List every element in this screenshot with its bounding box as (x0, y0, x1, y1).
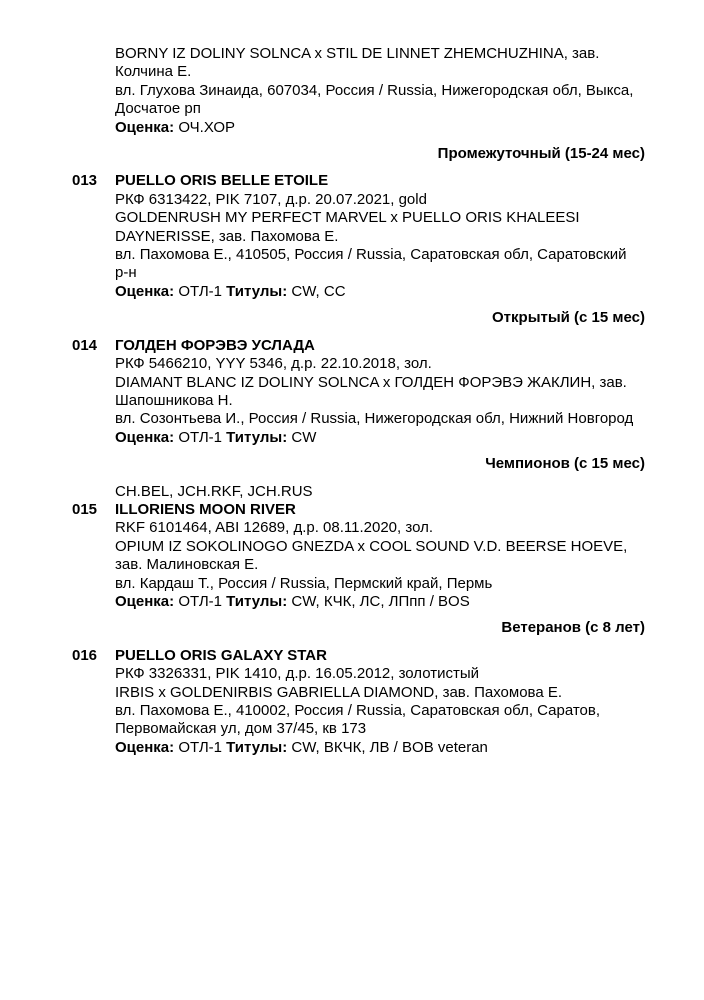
entry-number: 013 (72, 172, 98, 190)
entry-rating-line (115, 429, 645, 447)
entry-detail-line: RKF 6101464, ABI 12689, д.р. 08.11.2020, зол. (115, 519, 433, 537)
rating-label: Оценка: (115, 428, 175, 446)
entry-detail-line: РКФ 3326331, PIK 1410, д.р. 16.05.2012, золотистый (115, 665, 480, 683)
dog-name: ILLORIENS MOON RIVER (115, 500, 296, 518)
entry-detail-line: OPIUM IZ SOKOLINOGO GNEZDA x COOL SOUND V.D. BEERSE HOEVE, (115, 537, 628, 555)
catalog-entry (72, 482, 645, 612)
entry-rating-line (115, 593, 645, 611)
entry-detail-line: вл. Кардаш Т., Россия / Russia, Пермский край, Пермь (115, 574, 493, 592)
entry-detail-line: вл. Созонтьева И., Россия / Russia, Нижегородская обл, Нижний Новгород (115, 410, 634, 428)
entry-detail-line: IRBIS x GOLDENIRBIS GABRIELLA DIAMOND, зав. Пахомова Е. (115, 683, 563, 701)
entry-detail-line: РКФ 5466210, YYY 5346, д.р. 22.10.2018, зол. (115, 355, 432, 373)
titles-value: CW, КЧК, ЛС, ЛПпп / BOS (291, 592, 470, 610)
rating-value: ОТЛ-1 (178, 738, 222, 756)
entry-detail-line: GOLDENRUSH MY PERFECT MARVEL x PUELLO ORIS KHALEESI (115, 209, 580, 227)
dog-name: PUELLO ORIS GALAXY STAR (115, 646, 327, 664)
entry-detail-line: Первомайская ул, дом 37/45, кв 173 (115, 720, 367, 738)
rating-label: Оценка: (115, 118, 175, 136)
entry-number: 016 (72, 646, 98, 664)
titles-label: Титулы: (226, 738, 288, 756)
champion-titles-line: CH.BEL, JCH.RKF, JCH.RUS (115, 482, 313, 500)
titles-label: Титулы: (226, 282, 288, 300)
entry-detail-line: вл. Глухова Зинаида, 607034, Россия / Russia, Нижегородская обл, Выкса, (115, 81, 634, 99)
catalog-entry (72, 646, 645, 757)
entry-rating-line (115, 739, 645, 757)
entry-number: 015 (72, 500, 98, 518)
catalog-entry (72, 172, 645, 301)
titles-value: CW (291, 428, 317, 446)
class-section-heading: Чемпионов (с 15 мес) (485, 455, 645, 473)
entry-detail-line: вл. Пахомова Е., 410002, Россия / Russia, Саратовская обл, Саратов, (115, 702, 601, 719)
entry-rating-line (115, 283, 645, 301)
catalog-entry (72, 336, 645, 447)
dog-name: ГОЛДЕН ФОРЭВЭ УСЛАДА (115, 336, 315, 354)
rating-value: ОТЛ-1 (178, 428, 222, 446)
entry-detail-line: РКФ 6313422, PIK 7107, д.р. 20.07.2021, gold (115, 190, 427, 208)
entry-detail-line: Досчатое рп (115, 100, 201, 118)
entry-detail-line: Колчина Е. (115, 63, 192, 81)
entry-detail-line: р-н (115, 264, 137, 282)
class-section-heading: Ветеранов (с 8 лет) (501, 619, 645, 637)
class-section-heading: Открытый (с 15 мес) (492, 309, 645, 327)
rating-label: Оценка: (115, 592, 175, 610)
dog-name: PUELLO ORIS BELLE ETOILE (115, 172, 329, 190)
catalog-entry (115, 45, 645, 137)
rating-value: ОЧ.ХОР (178, 118, 235, 136)
class-section-heading: Промежуточный (15-24 мес) (437, 145, 645, 163)
entry-detail-line: зав. Малиновская Е. (115, 556, 259, 574)
rating-label: Оценка: (115, 738, 175, 756)
titles-label: Титулы: (226, 428, 288, 446)
entry-detail-line: DAYNERISSE, зав. Пахомова Е. (115, 227, 339, 245)
rating-label: Оценка: (115, 282, 175, 300)
rating-value: ОТЛ-1 (178, 592, 222, 610)
titles-value: CW, ВКЧК, ЛВ / BOB veteran (291, 738, 488, 756)
entry-rating-line (115, 119, 645, 137)
entry-detail-line: DIAMANT BLANC IZ DOLINY SOLNCA x ГОЛДЕН ФОРЭВЭ ЖАКЛИН, зав. (115, 373, 627, 391)
entry-detail-line: BORNY IZ DOLINY SOLNCA x STIL DE LINNET ZHEMCHUZHINA, зав. (115, 45, 600, 62)
titles-value: CW, CC (291, 282, 346, 300)
entry-number: 014 (72, 336, 98, 354)
titles-label: Титулы: (226, 592, 288, 610)
entry-detail-line: вл. Пахомова Е., 410505, Россия / Russia, Саратовская обл, Саратовский (115, 246, 627, 264)
rating-value: ОТЛ-1 (178, 282, 222, 300)
entry-detail-line: Шапошникова Н. (115, 391, 233, 409)
